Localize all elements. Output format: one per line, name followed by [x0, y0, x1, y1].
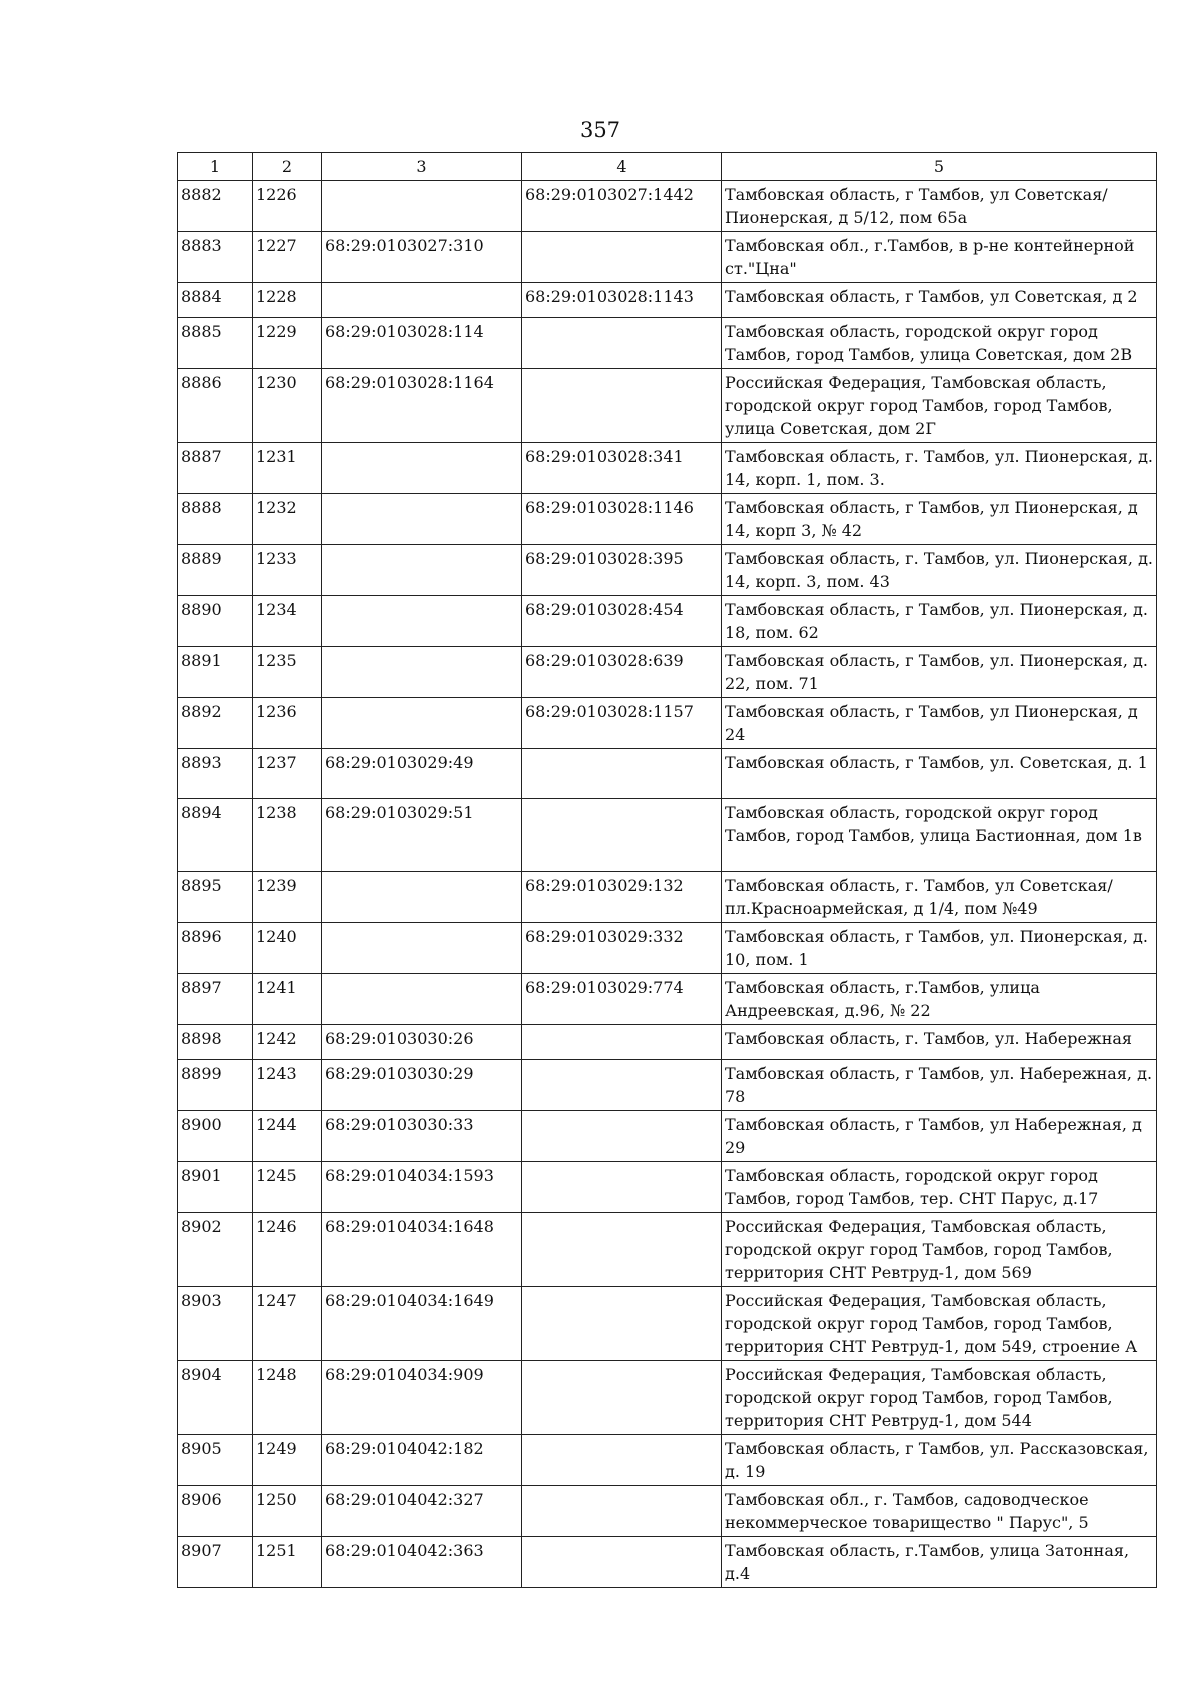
row-number-cell: 8886: [178, 369, 253, 443]
row-number-cell: 8888: [178, 494, 253, 545]
cadastral-number-alt-cell: [522, 1162, 722, 1213]
cadastral-number-alt-cell: [522, 799, 722, 872]
address-cell: Тамбовская область, г. Тамбов, ул. Пионерская, д. 14, корп. 1, пом. 3.: [722, 443, 1157, 494]
cadastral-number-cell: [322, 974, 522, 1025]
cadastral-number-alt-cell: [522, 749, 722, 799]
address-cell: Тамбовская область, г.Тамбов, улица Андреевская, д.96, № 22: [722, 974, 1157, 1025]
index-cell: 1237: [253, 749, 322, 799]
index-cell: 1248: [253, 1361, 322, 1435]
cadastral-number-alt-cell: 68:29:0103028:1157: [522, 698, 722, 749]
column-header-4: 4: [522, 153, 722, 181]
cadastral-number-cell: [322, 596, 522, 647]
table-row: [178, 283, 1157, 318]
index-cell: 1249: [253, 1435, 322, 1486]
address-cell: Тамбовская область, городской округ город Тамбов, город Тамбов, улица Бастионная, дом 1в: [722, 799, 1157, 872]
table-row: [178, 974, 1157, 1025]
cadastral-number-cell: 68:29:0103030:33: [322, 1111, 522, 1162]
table-row: [178, 1060, 1157, 1111]
index-cell: 1247: [253, 1287, 322, 1361]
index-cell: 1251: [253, 1537, 322, 1588]
index-cell: 1241: [253, 974, 322, 1025]
cadastral-number-alt-cell: 68:29:0103029:774: [522, 974, 722, 1025]
table-row: [178, 749, 1157, 799]
row-number-cell: 8882: [178, 181, 253, 232]
address-cell: Тамбовская область, городской округ город Тамбов, город Тамбов, тер. СНТ Парус, д.17: [722, 1162, 1157, 1213]
index-cell: 1229: [253, 318, 322, 369]
header-row: [178, 153, 1157, 181]
index-cell: 1228: [253, 283, 322, 318]
address-cell: Тамбовская область, г Тамбов, ул. Набережная, д. 78: [722, 1060, 1157, 1111]
index-cell: 1232: [253, 494, 322, 545]
row-number-cell: 8887: [178, 443, 253, 494]
cadastral-number-cell: 68:29:0103028:1164: [322, 369, 522, 443]
table-row: [178, 318, 1157, 369]
cadastral-number-cell: [322, 872, 522, 923]
table-body: [178, 181, 1157, 1588]
index-cell: 1236: [253, 698, 322, 749]
row-number-cell: 8899: [178, 1060, 253, 1111]
cadastral-number-cell: 68:29:0104034:1649: [322, 1287, 522, 1361]
index-cell: 1243: [253, 1060, 322, 1111]
cadastral-number-cell: [322, 443, 522, 494]
index-cell: 1244: [253, 1111, 322, 1162]
table-row: [178, 1486, 1157, 1537]
address-cell: Тамбовская область, г Тамбов, ул Пионерская, д 14, корп 3, № 42: [722, 494, 1157, 545]
address-cell: Тамбовская область, г Тамбов, ул. Пионерская, д. 10, пом. 1: [722, 923, 1157, 974]
cadastral-number-alt-cell: [522, 318, 722, 369]
table-row: [178, 1025, 1157, 1060]
table-row: [178, 1213, 1157, 1287]
row-number-cell: 8898: [178, 1025, 253, 1060]
row-number-cell: 8904: [178, 1361, 253, 1435]
cadastral-number-cell: 68:29:0103030:29: [322, 1060, 522, 1111]
address-cell: Тамбовская обл., г.Тамбов, в р-не контейнерной ст."Цна": [722, 232, 1157, 283]
cadastral-number-cell: [322, 647, 522, 698]
cadastral-number-cell: 68:29:0104034:909: [322, 1361, 522, 1435]
index-cell: 1230: [253, 369, 322, 443]
column-header-3: 3: [322, 153, 522, 181]
row-number-cell: 8906: [178, 1486, 253, 1537]
cadastral-number-cell: [322, 494, 522, 545]
cadastral-number-alt-cell: [522, 1486, 722, 1537]
row-number-cell: 8890: [178, 596, 253, 647]
column-header-1: 1: [178, 153, 253, 181]
row-number-cell: 8903: [178, 1287, 253, 1361]
address-cell: Российская Федерация, Тамбовская область, городской округ город Тамбов, город Тамбов, территория СНТ Ревтруд-1, дом 544: [722, 1361, 1157, 1435]
address-cell: Российская Федерация, Тамбовская область, городской округ город Тамбов, город Тамбов, территория СНТ Ревтруд-1, дом 549, строение А: [722, 1287, 1157, 1361]
cadastral-number-cell: [322, 698, 522, 749]
table-row: [178, 545, 1157, 596]
table-row: [178, 1287, 1157, 1361]
cadastral-number-cell: 68:29:0104042:363: [322, 1537, 522, 1588]
table-row: [178, 923, 1157, 974]
row-number-cell: 8907: [178, 1537, 253, 1588]
cadastral-number-alt-cell: [522, 232, 722, 283]
cadastral-number-alt-cell: [522, 1060, 722, 1111]
table-row: [178, 799, 1157, 872]
address-cell: Тамбовская область, г. Тамбов, ул. Набережная: [722, 1025, 1157, 1060]
table-row: [178, 698, 1157, 749]
page-number: 357: [579, 118, 621, 142]
row-number-cell: 8889: [178, 545, 253, 596]
address-cell: Тамбовская область, городской округ город Тамбов, город Тамбов, улица Советская, дом 2В: [722, 318, 1157, 369]
index-cell: 1238: [253, 799, 322, 872]
cadastral-number-alt-cell: 68:29:0103028:639: [522, 647, 722, 698]
table-row: [178, 596, 1157, 647]
cadastral-number-cell: 68:29:0103029:51: [322, 799, 522, 872]
index-cell: 1231: [253, 443, 322, 494]
cadastral-number-cell: 68:29:0104034:1593: [322, 1162, 522, 1213]
index-cell: 1227: [253, 232, 322, 283]
cadastral-number-alt-cell: 68:29:0103028:1146: [522, 494, 722, 545]
cadastral-number-alt-cell: [522, 1361, 722, 1435]
cadastral-number-cell: 68:29:0103028:114: [322, 318, 522, 369]
row-number-cell: 8897: [178, 974, 253, 1025]
row-number-cell: 8883: [178, 232, 253, 283]
address-cell: Тамбовская обл., г. Тамбов, садоводческое некоммерческое товарищество " Парус", 5: [722, 1486, 1157, 1537]
row-number-cell: 8902: [178, 1213, 253, 1287]
address-cell: Тамбовская область, г. Тамбов, ул. Пионерская, д. 14, корп. 3, пом. 43: [722, 545, 1157, 596]
cadastral-number-alt-cell: [522, 1111, 722, 1162]
index-cell: 1250: [253, 1486, 322, 1537]
cadastral-number-alt-cell: [522, 369, 722, 443]
cadastral-number-alt-cell: 68:29:0103028:395: [522, 545, 722, 596]
row-number-cell: 8884: [178, 283, 253, 318]
cadastral-number-cell: 68:29:0104042:182: [322, 1435, 522, 1486]
index-cell: 1239: [253, 872, 322, 923]
row-number-cell: 8905: [178, 1435, 253, 1486]
cadastral-number-cell: [322, 181, 522, 232]
table-row: [178, 1361, 1157, 1435]
index-cell: 1242: [253, 1025, 322, 1060]
index-cell: 1235: [253, 647, 322, 698]
table-row: [178, 443, 1157, 494]
address-cell: Тамбовская область, г Тамбов, ул Пионерская, д 24: [722, 698, 1157, 749]
cadastral-number-alt-cell: 68:29:0103028:454: [522, 596, 722, 647]
cadastral-number-cell: 68:29:0103029:49: [322, 749, 522, 799]
table-row: [178, 369, 1157, 443]
cadastral-number-alt-cell: [522, 1287, 722, 1361]
address-cell: Российская Федерация, Тамбовская область, городской округ город Тамбов, город Тамбов, улица Советская, дом 2Г: [722, 369, 1157, 443]
address-cell: Тамбовская область, г Тамбов, ул Набережная, д 29: [722, 1111, 1157, 1162]
cadastral-number-cell: 68:29:0103030:26: [322, 1025, 522, 1060]
address-cell: Тамбовская область, г Тамбов, ул. Советская, д. 1: [722, 749, 1157, 799]
address-cell: Тамбовская область, г.Тамбов, улица Затонная, д.4: [722, 1537, 1157, 1588]
row-number-cell: 8892: [178, 698, 253, 749]
cadastral-number-alt-cell: [522, 1537, 722, 1588]
cadastral-number-cell: [322, 545, 522, 596]
address-cell: Тамбовская область, г Тамбов, ул. Пионерская, д. 18, пом. 62: [722, 596, 1157, 647]
table-row: [178, 232, 1157, 283]
cadastral-number-cell: 68:29:0104042:327: [322, 1486, 522, 1537]
index-cell: 1246: [253, 1213, 322, 1287]
address-cell: Тамбовская область, г. Тамбов, ул Советская/пл.Красноармейская, д 1/4, пом №49: [722, 872, 1157, 923]
row-number-cell: 8893: [178, 749, 253, 799]
address-cell: Тамбовская область, г Тамбов, ул Советская/Пионерская, д 5/12, пом 65а: [722, 181, 1157, 232]
cadastral-number-alt-cell: 68:29:0103029:332: [522, 923, 722, 974]
cadastral-number-alt-cell: 68:29:0103028:1143: [522, 283, 722, 318]
table-row: [178, 1537, 1157, 1588]
cadastral-number-alt-cell: [522, 1025, 722, 1060]
index-cell: 1240: [253, 923, 322, 974]
index-cell: 1245: [253, 1162, 322, 1213]
row-number-cell: 8901: [178, 1162, 253, 1213]
address-cell: Тамбовская область, г Тамбов, ул. Пионерская, д. 22, пом. 71: [722, 647, 1157, 698]
cadastral-number-alt-cell: 68:29:0103027:1442: [522, 181, 722, 232]
row-number-cell: 8894: [178, 799, 253, 872]
address-cell: Тамбовская область, г Тамбов, ул. Рассказовская, д. 19: [722, 1435, 1157, 1486]
table-row: [178, 872, 1157, 923]
table-row: [178, 1162, 1157, 1213]
index-cell: 1233: [253, 545, 322, 596]
cadastral-number-alt-cell: [522, 1435, 722, 1486]
row-number-cell: 8896: [178, 923, 253, 974]
cadastral-number-alt-cell: 68:29:0103029:132: [522, 872, 722, 923]
table-row: [178, 181, 1157, 232]
column-header-5: 5: [722, 153, 1157, 181]
index-cell: 1234: [253, 596, 322, 647]
cadastral-number-cell: 68:29:0103027:310: [322, 232, 522, 283]
cadastral-number-cell: 68:29:0104034:1648: [322, 1213, 522, 1287]
cadastral-number-alt-cell: 68:29:0103028:341: [522, 443, 722, 494]
row-number-cell: 8891: [178, 647, 253, 698]
row-number-cell: 8885: [178, 318, 253, 369]
index-cell: 1226: [253, 181, 322, 232]
table-row: [178, 647, 1157, 698]
row-number-cell: 8895: [178, 872, 253, 923]
address-cell: Тамбовская область, г Тамбов, ул Советская, д 2: [722, 283, 1157, 318]
registry-table: [177, 152, 1157, 1588]
table-row: [178, 1435, 1157, 1486]
cadastral-number-cell: [322, 923, 522, 974]
cadastral-number-alt-cell: [522, 1213, 722, 1287]
table-row: [178, 1111, 1157, 1162]
column-header-2: 2: [253, 153, 322, 181]
row-number-cell: 8900: [178, 1111, 253, 1162]
cadastral-number-cell: [322, 283, 522, 318]
address-cell: Российская Федерация, Тамбовская область, городской округ город Тамбов, город Тамбов, территория СНТ Ревтруд-1, дом 569: [722, 1213, 1157, 1287]
table-row: [178, 494, 1157, 545]
